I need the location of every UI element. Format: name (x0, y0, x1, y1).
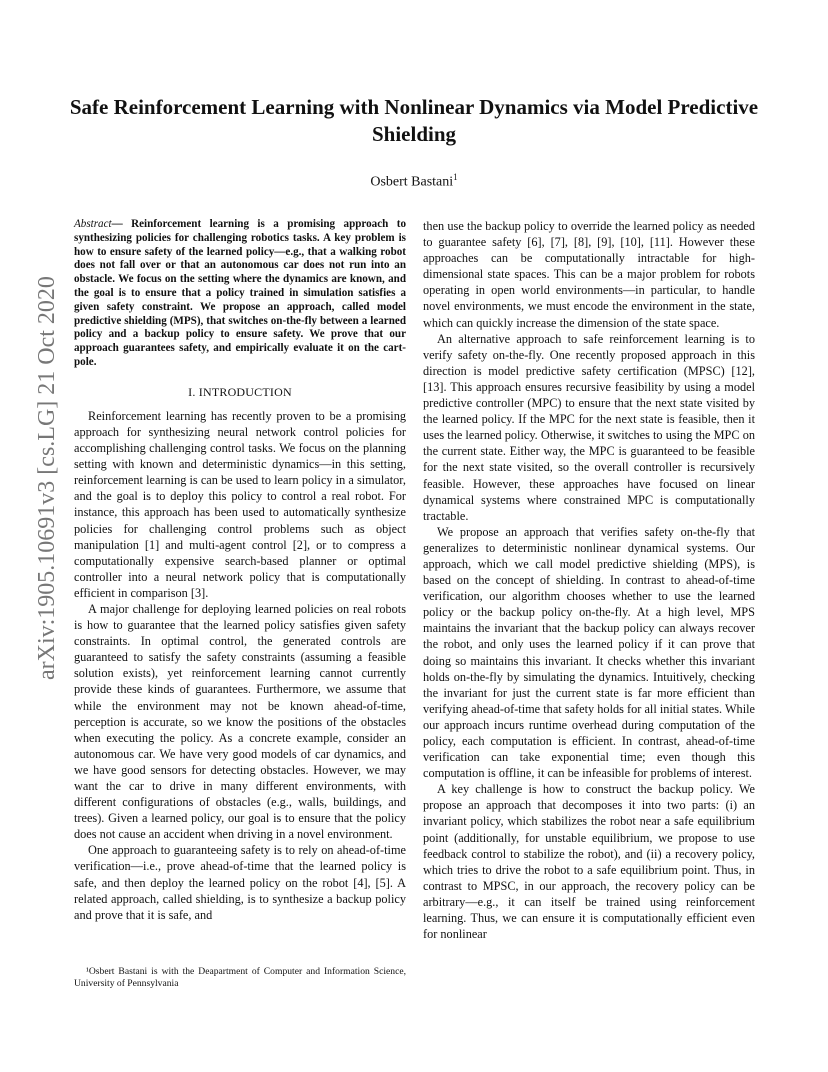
abstract (74, 218, 406, 370)
author-footnote-mark: 1 (453, 172, 458, 182)
paragraph: An alternative approach to safe reinforcement learning is to verify safety on-the-fly. One recently proposed approach in this direction is model predictive safety certification (MPSC) [12], [13]. This approach ensures recursive feasibility by using a model predictive controller (MPC) to ensure that the next state visited by the learned policy. If the MPC for the next state is feasible, then it uses the learned policy. Otherwise, it switches to using the MPC on the current state. Either way, the MPC is guaranteed to be feasible for the next state visited, so the overall controller is recursively feasible. However, these approaches have focused on linear dynamical systems where constrained MPC is computationally tractable. (423, 331, 755, 523)
author-name: Osbert Bastani (370, 174, 454, 190)
author-line (0, 172, 828, 191)
paragraph: A key challenge is how to construct the backup policy. We propose an approach that decomposes it into two parts: (i) an invariant policy, which stabilizes the robot near a safe equilibrium point (additionally, for unstable equilibrium, we propose to use feedback control to stabilize the robot), and (ii) a recovery policy, which tries to drive the robot to a safe equilibrium point. Thus, in contrast to MPSC, in our approach, the recovery policy can be arbitrary—e.g., it can itself be trained using reinforcement learning. Thus, we can ensure it is computationally efficient even for nonlinear (423, 782, 755, 942)
paragraph: We propose an approach that verifies safety on-the-fly that generalizes to deterministic nonlinear dynamical systems. Our approach, which we call model predictive shielding (MPS), is based on the concept of shielding. In contrast to ahead-of-time verification, our algorithm chooses whether to use the learned policy or the backup policy on-the-fly. At a high level, MPS maintains the invariant that the backup policy can always recover the robot, and only uses the learned policy if it can prove that doing so maintains this invariant. It checks whether this invariant holds on-the-fly by simulating the dynamics. Intuitively, checking the invariant for just the current state is far more efficient than verifying ahead-of-time that safety holds for all initial states. While our approach incurs runtime overhead during computation of the policy, each computation is efficient. In contrast, ahead-of-time verification can take exponential time; even though this computation is offline, it can be infeasible for problems of interest. (423, 524, 755, 781)
right-column (423, 218, 755, 942)
paragraph: Reinforcement learning has recently proven to be a promising approach for synthesizing neural network control policies for accomplishing challenging control tasks. We focus on the planning setting with known and deterministic dynamics—in this setting, reinforcement learning is can be used to learn policy in a simulator, and the goal is to deploy this policy to control a real robot. For instance, this approach has been used to automatically synthesize policies for challenging control problems such as object manipulation [1] and multi-agent control [2], or to compress a computationally expensive search-based planner or optimal controller into a neural network policy that is computationally efficient in comparison [3]. (74, 408, 406, 600)
abstract-label: Abstract (74, 218, 112, 230)
left-column (74, 218, 406, 923)
paragraph: A major challenge for deploying learned policies on real robots is how to guarantee that the learned policy satisfies given safety constraints. In optimal control, the generated controls are guaranteed to satisfy the safety constraints (assuming a feasible solution exists), yet reinforcement learning cannot currently provide these kinds of guarantees. Furthermore, we assume that while the environment may not be known ahead-of-time, perception is accurate, so we know the positions of the obstacles when executing the policy. As a concrete example, consider an autonomous car. We have very good models of car dynamics, and we have good sensors for detecting obstacles. However, we may want the car to drive in many different environments, with different configurations of obstacles (e.g., walls, buildings, and trees). Given a learned policy, our goal is to ensure that the policy does not cause an accident when driving in a novel environment. (74, 601, 406, 842)
footnote: ¹Osbert Bastani is with the Deapartment of Computer and Information Science, University of Pennsylvania (74, 966, 406, 989)
arxiv-sidebar (14, 276, 60, 680)
section-heading: I. INTRODUCTION (188, 384, 292, 399)
arxiv-identifier: arXiv:1905.10691v3 [cs.LG] 21 Oct 2020 (34, 276, 60, 680)
paragraph: One approach to guaranteeing safety is to rely on ahead-of-time verification—i.e., prove ahead-of-time that the learned policy is safe, and then deploy the learned policy on the robot [4], [5]. A related approach, called shielding, is to synthesize a backup policy and prove that it is safe, and (74, 843, 406, 922)
paper-title: Safe Reinforcement Learning with Nonlinear Dynamics via Model Predictive Shielding (69, 95, 759, 146)
abstract-text: — Reinforcement learning is a promising approach to synthesizing policies for challenging robotics tasks. A key problem is how to ensure safety of the learned policy—e.g., that a walking robot does not fall over or that an autonomous car does not run into an obstacle. We focus on the setting where the dynamics are known, and the goal is to ensure that a policy trained in simulation satisfies a given safety constraint. We propose an approach, called model predictive shielding (MPS), that switches on-the-fly between a learned policy and a backup policy to ensure safety. We prove that our approach guarantees safety, and empirically evaluate it on the cart-pole. (74, 218, 406, 368)
paragraph: then use the backup policy to override the learned policy as needed to guarantee safety [6], [7], [8], [9], [10], [11]. However these approaches can be computationally intractable for high-dimensional state spaces. This can be a major problem for robots operating in open world environments—in particular, to handle novel environments, we must encode the environment in the state, which can quickly increase the dimension of the state space. (423, 219, 755, 330)
